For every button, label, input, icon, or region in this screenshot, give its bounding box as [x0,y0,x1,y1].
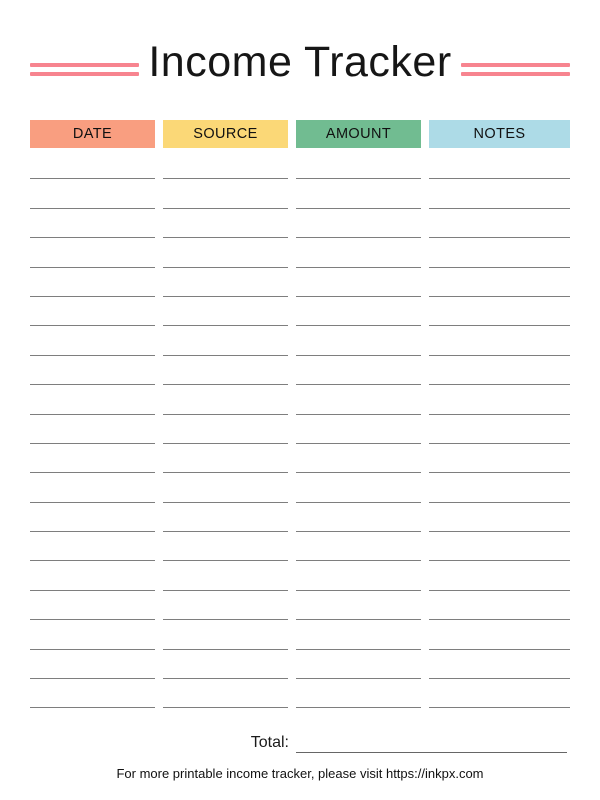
title-rule-line [30,63,139,68]
title-rule-left-icon [30,63,139,77]
row-blank-line [429,473,570,502]
row-blank-line [429,179,570,208]
row-blank-line [163,561,288,590]
row-blank-line [163,268,288,297]
row-blank-line [30,150,155,179]
row-blank-line [296,179,421,208]
row-blank-line [429,415,570,444]
row-blank-line [30,326,155,355]
row-blank-line [163,620,288,649]
row-blank-line [296,150,421,179]
row-blank-line [429,238,570,267]
table-row [30,561,570,590]
table-row [30,385,570,414]
row-blank-line [163,532,288,561]
row-blank-line [30,238,155,267]
row-blank-line [163,150,288,179]
table-row [30,444,570,473]
row-blank-line [163,679,288,708]
row-blank-line [30,591,155,620]
row-blank-line [296,473,421,502]
column-header-source: SOURCE [163,120,288,148]
row-blank-line [163,503,288,532]
row-blank-line [429,297,570,326]
row-blank-line [163,356,288,385]
table-row [30,415,570,444]
row-blank-line [296,591,421,620]
row-blank-line [429,561,570,590]
table-row [30,297,570,326]
column-header-date: DATE [30,120,155,148]
row-blank-line [163,326,288,355]
row-blank-line [296,415,421,444]
row-blank-line [163,385,288,414]
table-row [30,238,570,267]
row-blank-line [429,268,570,297]
row-blank-line [296,356,421,385]
row-blank-line [30,650,155,679]
row-blank-line [296,209,421,238]
row-blank-line [296,297,421,326]
row-blank-line [30,179,155,208]
table-row [30,532,570,561]
row-blank-line [30,297,155,326]
row-blank-line [429,385,570,414]
table-row [30,209,570,238]
row-blank-line [429,150,570,179]
title-row [30,34,570,90]
row-blank-line [296,620,421,649]
page-title: Income Tracker [148,37,452,86]
row-blank-line [429,591,570,620]
row-blank-line [429,532,570,561]
row-blank-line [30,415,155,444]
table-row [30,268,570,297]
column-header-amount: AMOUNT [296,120,421,148]
table-row [30,326,570,355]
row-blank-line [429,326,570,355]
table-row [30,591,570,620]
table-row [30,473,570,502]
row-blank-line [163,650,288,679]
row-blank-line [30,620,155,649]
row-blank-line [30,385,155,414]
column-header-notes: NOTES [429,120,570,148]
row-blank-line [163,179,288,208]
row-blank-line [30,679,155,708]
table-rows [30,150,570,708]
row-blank-line [163,209,288,238]
row-blank-line [296,561,421,590]
row-blank-line [296,444,421,473]
title-rule-right-icon [461,63,570,77]
row-blank-line [429,503,570,532]
row-blank-line [429,444,570,473]
table-row [30,503,570,532]
row-blank-line [429,650,570,679]
row-blank-line [296,268,421,297]
row-blank-line [163,297,288,326]
title-rule-line [461,63,570,68]
row-blank-line [30,356,155,385]
row-blank-line [429,679,570,708]
row-blank-line [30,503,155,532]
row-blank-line [30,561,155,590]
row-blank-line [429,209,570,238]
row-blank-line [296,503,421,532]
table-row [30,179,570,208]
row-blank-line [30,532,155,561]
total-blank-line [296,733,567,753]
row-blank-line [163,415,288,444]
row-blank-line [163,591,288,620]
row-blank-line [296,385,421,414]
total-row [251,733,567,753]
table-row [30,620,570,649]
table-row [30,679,570,708]
row-blank-line [296,238,421,267]
row-blank-line [296,650,421,679]
title-rule-line [30,72,139,77]
row-blank-line [296,679,421,708]
row-blank-line [296,532,421,561]
row-blank-line [30,444,155,473]
row-blank-line [163,238,288,267]
table-row [30,650,570,679]
row-blank-line [163,473,288,502]
row-blank-line [30,209,155,238]
table-header-row [30,120,570,148]
table-row [30,356,570,385]
row-blank-line [429,620,570,649]
table-row [30,150,570,179]
row-blank-line [429,356,570,385]
row-blank-line [163,444,288,473]
title-rule-line [461,72,570,77]
row-blank-line [296,326,421,355]
row-blank-line [30,268,155,297]
row-blank-line [30,473,155,502]
total-label: Total: [250,734,289,751]
footer-text: For more printable income tracker, please visit https://inkpx.com [116,766,484,781]
